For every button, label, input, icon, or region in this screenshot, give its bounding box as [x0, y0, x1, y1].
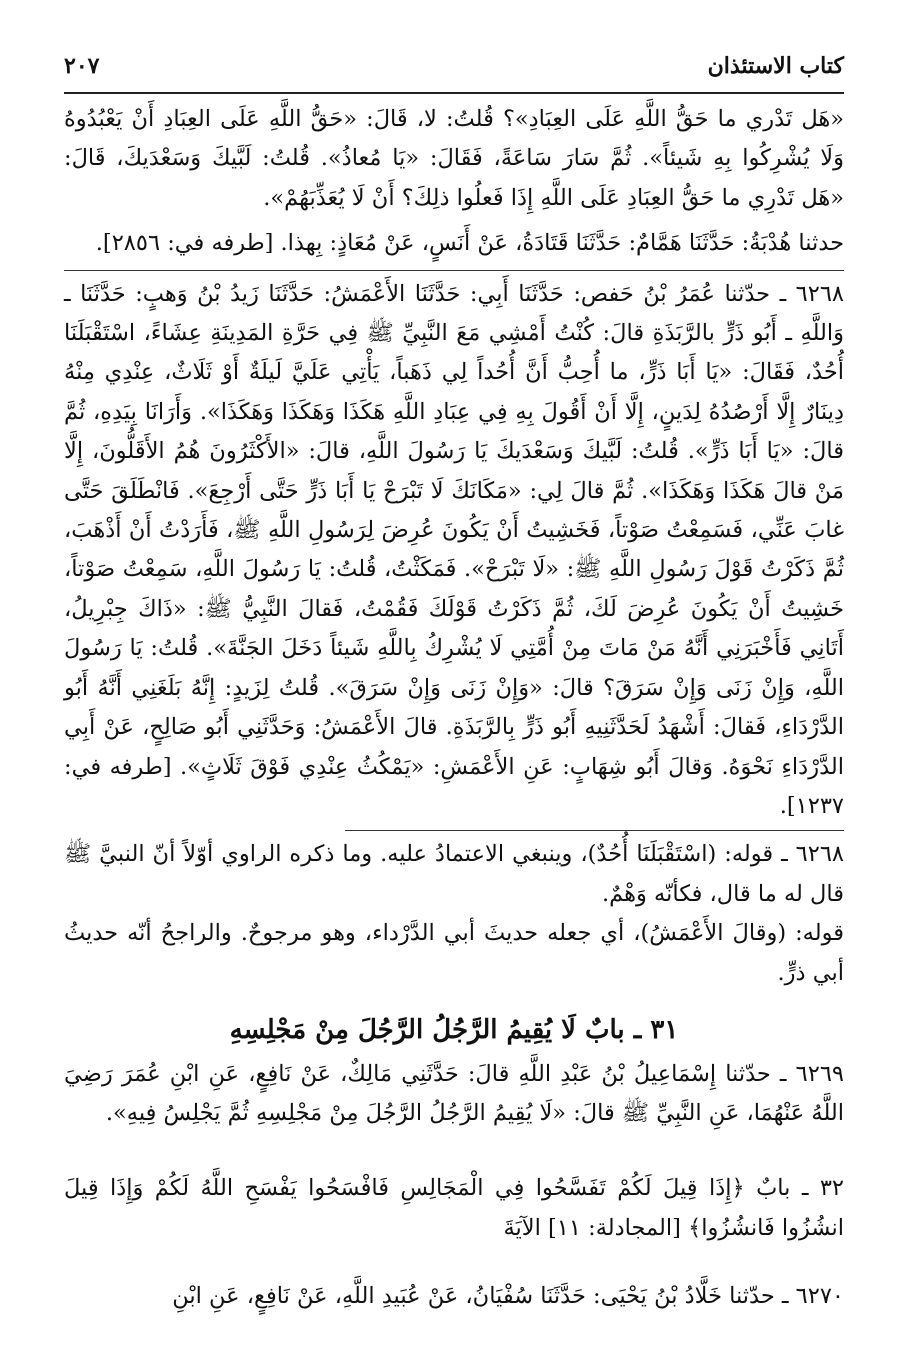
commentary-note-2: قوله: (وقالَ الأَعْمَشُ)، أي جعله حديثَ أبي الدَّرْداء، وهو مرجوحٌ. والراجحُ أنّه حديثُ أبي ذرٍّ. [64, 920, 844, 986]
hadith-6268: ٦٢٦٨ ـ حدّثنا عُمَرُ بْنُ حَفص: حَدَّثَنَا أَبِي: حَدَّثَنَا الأَعْمَشُ: حَدَّثَنَا زَيدُ بْنُ وَهبٍ: حَدَّثَنَا ـ وَاللَّهِ ـ أَبُو ذَرٍّ بالرَّبَذَةِ قالَ: كُنْتُ أَمْشِي مَعَ النَّبِيِّ ﷺ فِي حَرَّةِ المَدِينَةِ عِشَاءً، اسْتَقْبَلَنَا أُحُدٌ، فَقَالَ: «يَا أَبَا ذَرٍّ، ما أُحِبُّ أَنَّ أُحُداً لِي ذَهَباً، يَأْتِي عَلَيَّ لَيلَةٌ أَوْ ثَلَاثٌ، عِنْدِي مِنْهُ دِينَارٌ إِلَّا أَرْصُدُهُ لِدَينٍ، إِلَّا أَنْ أَقُولَ بِهِ فِي عِبَادِ اللَّهِ هَكَذَا وَهَكَذَا وَهَكَذَا». وَأَرَانَا بِيَدِهِ، ثُمَّ قالَ: «يَا أَبَا ذَرٍّ». قُلتُ: لَبَّيكَ وَسَعْدَيكَ يَا رَسُولَ اللَّهِ، قالَ: «الأَكْثَرُونَ هُمُ الأَقَلُّونَ، إِلَّا مَنْ قالَ هَكَذَا وَهَكَذَا». ثُمَّ قالَ لِي: «مَكَانَكَ لَا تَبْرَحْ يَا أَبَا ذَرٍّ حَتَّى أَرْجِعَ». فَانْطَلَقَ حَتَّى غابَ عَنِّي، فَسَمِعْتُ صَوْتاً، فَخَشِيتُ أَنْ يَكُونَ عُرِضَ لِرَسُولِ اللَّهِ ﷺ، فَأَرَدْتُ أَنْ أَذْهَبَ، ثُمَّ ذَكَرْتُ قَوْلَ رَسُولِ اللَّهِ ﷺ: «لَا تَبْرَحْ». فَمَكَثْتُ، قُلتُ: يَا رَسُولَ اللَّهِ، سَمِعْتُ صَوْتاً، خَشِيتُ أَنْ يَكُونَ عُرِضَ لَكَ، ثُمَّ ذَكَرْتُ قَوْلَكَ فَقُمْتُ، فَقالَ النَّبِيُّ ﷺ: «ذَاكَ جِبْرِيلُ، أَتَانِي فَأَخْبَرَنِي أَنَّهُ مَنْ مَاتَ مِنْ أُمَّتِي لَا يُشْرِكُ بِاللَّهِ شَيئاً دَخَلَ الجَنَّةَ». قُلتُ: يَا رَسُولَ اللَّهِ، وَإِنْ زَنَى وَإِنْ سَرَقَ؟ قالَ: «وَإِنْ زَنَى وَإِنْ سَرَقَ». قُلتُ لِزَيدٍ: إِنَّهُ بَلَغَنِي أَنَّهُ أَبُو الدَّرْدَاءِ، فَقالَ: أَشْهَدُ لَحَدَّثَنِيهِ أَبُو ذَرٍّ بِالرَّبَذَةِ. قالَ الأَعْمَشُ: وَحَدَّثَنِي أَبُو صَالِحٍ، عَنْ أَبِي الدَّرْدَاءِ نَحْوَهُ. وَقالَ أَبُو شِهَابٍ: عَنِ الأَعْمَشِ: «يَمْكُثُ عِنْدِي فَوْقَ ثَلَاثٍ». [طرفه في: ١٢٣٧]. [64, 280, 844, 819]
commentary-note-1: ٦٢٦٨ ـ قوله: (اسْتَقْبَلَنَا أُحُدٌ)، وينبغي الاعتمادُ عليه. وما ذكره الراوي أوّلاً أنّ النبيَّ ﷺ قال له ما قال، فكأنّه وَهْمٌ. [64, 841, 844, 907]
paragraph-1: «هَل تَدْري ما حَقُّ اللَّهِ عَلَى العِبَادِ»؟ قُلتُ: لا، قَالَ: «حَقُّ اللَّهِ عَلَى العِبَادِ أَنْ يَعْبُدُوهُ وَلَا يُشْرِكُوا بِهِ شَيئاً». ثُمَّ سَارَ سَاعَةً، فَقَالَ: «يَا مُعاذُ». قُلتُ: لَبَّيكَ وَسَعْدَيكَ، قَالَ: «هَل تَدْرِي ما حَقُّ العِبَادِ عَلَى اللَّهِ إِذَا فَعلُوا ذلِكَ؟ أَنْ لَا يُعَذِّبَهُمْ». [64, 106, 844, 211]
section-31-heading: ٣١ ـ بابٌ لَا يُقِيمُ الرَّجُلُ الرَّجُلَ مِنْ مَجْلِسِهِ [229, 1014, 679, 1045]
hadith-6269: ٦٢٦٩ ـ حدّثنا إِسْمَاعِيلُ بْنُ عَبْدِ اللَّهِ قالَ: حَدَّثَنِي مَالِكٌ، عَنْ نَافِعٍ، عَنِ ابْنِ عُمَرَ رَضِيَ اللَّهُ عَنْهُمَا، عَنِ النَّبِيِّ ﷺ قالَ: «لَا يُقِيمُ الرَّجُلُ الرَّجُلَ مِنْ مَجْلِسِهِ ثُمَّ يَجْلِسُ فِيهِ». [64, 1060, 844, 1127]
page-header [64, 40, 844, 94]
book-title: كتاب الاستئذان [707, 53, 844, 79]
page-number: ٢٠٧ [64, 53, 100, 79]
section-32-heading: ٣٢ ـ بابٌ ﴿إِذَا قِيلَ لَكُمْ تَفَسَّحُوا فِي الْمَجَالِسِ فَافْسَحُوا يَفْسَحِ اللَّهُ لَكُمْ وَإِذَا قِيلَ انشُزُوا فَانشُزُوا﴾ [المجادلة: ١١] الآيَةَ [64, 1175, 844, 1242]
commentary-divider [345, 830, 844, 831]
divider [64, 270, 844, 271]
paragraph-2: حدثنا هُدْبَةُ: حَدَّثَنَا هَمَّامٌ: حَدَّثَنَا قَتَادَةُ، عَنْ أَنَسٍ، عَنْ مُعَاذٍ: بِهذا. [طرفه في: ٢٨٥٦]. [95, 230, 844, 257]
hadith-6270: ٦٢٧٠ ـ حدّثنا خَلَّادُ بْنُ يَحْيَى: حَدَّثَنَا سُفْيَانُ، عَنْ عُبَيدِ اللَّهِ، عَنْ نَافِعٍ، عَنِ ابْنِ [172, 1282, 844, 1309]
